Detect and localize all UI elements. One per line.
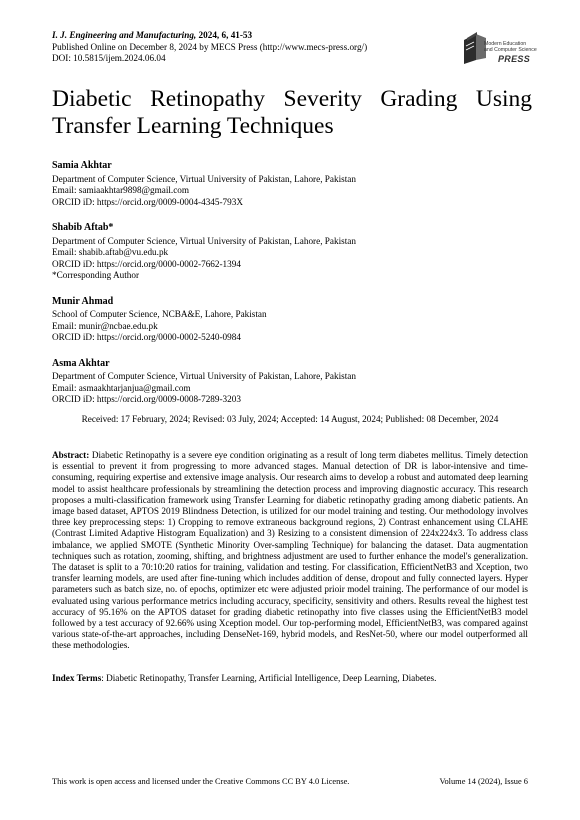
journal-header	[52, 30, 367, 65]
journal-name: I. J. Engineering and Manufacturing,	[52, 30, 197, 40]
author-block	[52, 160, 532, 208]
author-email[interactable]: Email: samiaakhtar9898@gmail.com	[52, 185, 190, 195]
author-name: Shabib Aftab*	[52, 222, 114, 233]
abstract	[52, 450, 528, 652]
logo-text: Modern Education and Computer Science	[484, 41, 537, 53]
volume-footer: Volume 14 (2024), Issue 6	[439, 777, 528, 786]
index-terms-label: Index Terms	[52, 673, 102, 683]
author-affiliation: Department of Computer Science, Virtual University of Pakistan, Lahore, Pakistan	[52, 371, 356, 381]
author-name: Asma Akhtar	[52, 357, 110, 369]
author-email[interactable]: Email: munir@ncbae.edu.pk	[52, 320, 158, 331]
author-orcid[interactable]: ORCID iD: https://orcid.org/0000-0002-7662-1394	[52, 258, 241, 269]
journal-issue: 2024, 6, 41-53	[198, 30, 253, 40]
author-affiliation: School of Computer Science, NCBA&E, Lahore, Pakistan	[52, 309, 267, 319]
logo-press: PRESS	[498, 54, 531, 64]
license-footer: This work is open access and licensed under the Creative Commons CC BY 4.0 License.	[52, 777, 350, 786]
author-email[interactable]: Email: shabib.aftab@vu.edu.pk	[52, 247, 169, 257]
author-block	[52, 222, 532, 282]
abstract-text: Diabetic Retinopathy is a severe eye condition originating as a result of long term diabetes mellitus. Timely detection is essential to prevent it from progressing to more advanced stages. Manual detection of DR is labor-intensive and time-consuming, requiring expertise and extensive image analysis. Our research aims to develop a robust and automated deep learning model to assist healthcare professionals by streamlining the detection process and improving diagnostic accuracy. This research proposes a multi-classification framework using Transfer Learning for diabetic retinopathy grading among diabetic patients. An image based dataset, APTOS 2019 Blindness Detection, is utilized for our model training and testing. Our methodology involves three key preprocessing steps: 1) Cropping to remove extraneous background regions, 2) Contrast enhancement using CLAHE (Contrast Limited Adaptive Histogram Equalization) and 3) Resizing to a consistent dimension of 224x224x3. To address class imbalance, we applied SMOTE (Synthetic Minority Over-sampling Technique) for balancing the dataset. Data augmentation techniques such as rotation, zooming, shifting, and brightness adjustment are used to further enhance the model's generalization. The dataset is split to a 70:10:20 ratios for training, validation and testing. For classification, EfficientNetB3 and Xception, two transfer learning models, are used after fine-tuning which includes addition of dense, dropout and fully connected layers. Hyper parameters such as batch size, no. of epochs, optimizer etc were adjusted prioir model training. The performance of our model is evaluated using various performance metrics including accuracy, specificity, sensitivity and others. Results reveal the highest test accuracy of 95.16% on the APTOS dataset for grading diabetic retinopathy into five classes using the EfficientNetB3 model followed by a test accuracy of 92.66% using Xception model. Our top-performing model, EfficientNetB3, was compared against various state-of-the-art approaches, including DenseNet-169, hybrid models, and ResNet-50, where our model outperformed all these methodologies.	[52, 450, 528, 651]
author-block	[52, 296, 532, 344]
abstract-label: Abstract:	[52, 450, 90, 460]
author-name: Munir Ahmad	[52, 295, 114, 307]
author-affiliation: Department of Computer Science, Virtual University of Pakistan, Lahore, Pakistan	[52, 235, 356, 246]
doi-line: DOI: 10.5815/ijem.2024.06.04	[52, 53, 166, 63]
author-orcid[interactable]: ORCID iD: https://orcid.org/0009-0004-4345-793X	[52, 196, 243, 207]
index-terms	[52, 673, 528, 685]
author-orcid[interactable]: ORCID iD: https://orcid.org/0000-0002-5240-0984	[52, 332, 241, 342]
publisher-logo	[462, 28, 542, 68]
author-affiliation: Department of Computer Science, Virtual University of Pakistan, Lahore, Pakistan	[52, 173, 356, 184]
corresponding-author-note: *Corresponding Author	[52, 270, 140, 280]
author-orcid[interactable]: ORCID iD: https://orcid.org/0009-0008-7289-3203	[52, 394, 241, 404]
author-email[interactable]: Email: asmaakhtarjanjua@gmail.com	[52, 382, 191, 393]
author-list	[52, 160, 532, 420]
publication-line: Published Online on December 8, 2024 by MECS Press (http://www.mecs-press.org/)	[52, 41, 368, 52]
submission-dates: Received: 17 February, 2024; Revised: 03 July, 2024; Accepted: 14 August, 2024; Published: 08 December, 2024	[81, 414, 499, 424]
author-name: Samia Akhtar	[52, 160, 112, 171]
paper-title: Diabetic Retinopathy Severity Grading Using Transfer Learning Techniques	[52, 86, 532, 139]
author-block	[52, 358, 532, 406]
index-terms-text: : Diabetic Retinopathy, Transfer Learning, Artificial Intelligence, Deep Learning, Diabetes.	[101, 673, 437, 683]
journal-citation	[52, 30, 367, 42]
